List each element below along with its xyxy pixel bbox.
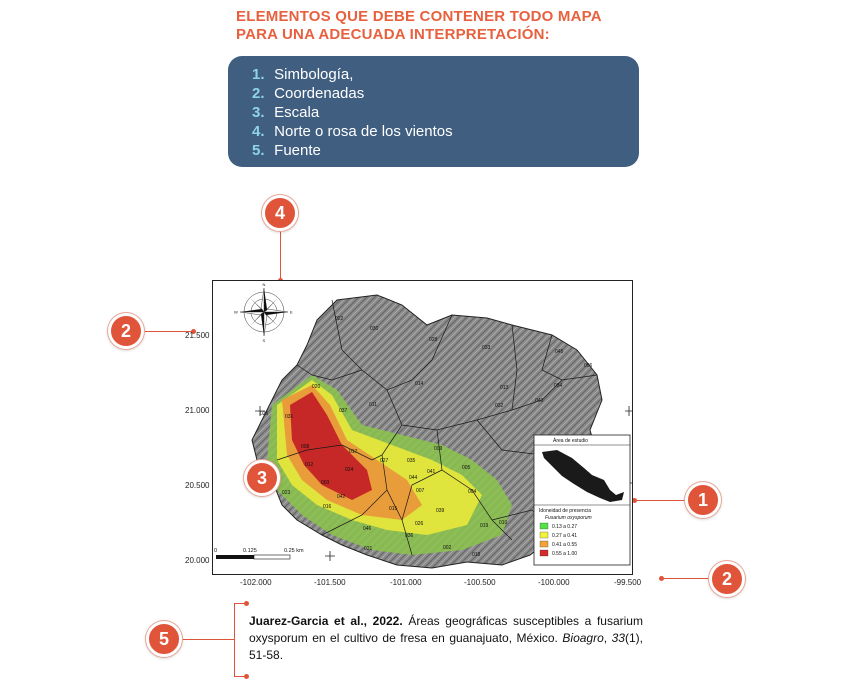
symbology-connector-line xyxy=(634,500,686,501)
y-tick-label: 21.500 xyxy=(185,331,210,340)
svg-text:S: S xyxy=(262,338,266,343)
svg-text:W: W xyxy=(234,309,238,315)
x-tick-label: -100.500 xyxy=(464,578,496,587)
svg-text:014: 014 xyxy=(415,381,424,387)
list-item: 5. Fuente xyxy=(252,142,321,159)
svg-text:0.25 km: 0.25 km xyxy=(284,548,304,554)
callout-coordinates-y: 2 xyxy=(108,313,144,349)
north-connector-line xyxy=(280,231,281,281)
y-tick-label: 20.000 xyxy=(185,556,210,565)
inset-title: Área de estudio xyxy=(553,438,589,444)
source-bracket-dot-top xyxy=(244,601,249,606)
svg-text:0.27 a 0.41: 0.27 a 0.41 xyxy=(552,533,578,539)
callout-symbology: 1 xyxy=(685,482,721,518)
x-tick-label: -100.000 xyxy=(538,578,570,587)
legend-box xyxy=(534,435,630,565)
svg-text:004: 004 xyxy=(468,489,477,495)
citation-journal: Bioagro xyxy=(562,631,604,645)
svg-text:044: 044 xyxy=(409,475,418,481)
svg-text:028: 028 xyxy=(429,337,438,343)
svg-text:021: 021 xyxy=(364,546,373,552)
svg-text:N: N xyxy=(262,282,266,287)
y-tick-label: 20.500 xyxy=(185,481,210,490)
svg-text:036: 036 xyxy=(405,533,414,539)
citation-body: Áreas geográficas susceptibles a fusarium oxysporum en el cultivo de fresa en guanajuato, México. xyxy=(249,614,643,645)
svg-text:016: 016 xyxy=(323,504,332,510)
title-line-2: PARA UNA ADECUADA INTERPRETACIÓN: xyxy=(236,26,550,43)
legend-title: Idoneidad de presencia xyxy=(539,508,591,514)
svg-text:045: 045 xyxy=(555,349,564,355)
legend-swatch xyxy=(540,532,548,538)
callout-source: 5 xyxy=(146,621,182,657)
source-bracket-vertical xyxy=(234,603,235,676)
svg-text:008: 008 xyxy=(301,444,310,450)
callout-coordinates-x: 2 xyxy=(709,561,745,597)
svg-text:0.55 a 1.00: 0.55 a 1.00 xyxy=(552,551,578,557)
svg-text:018: 018 xyxy=(472,552,481,558)
elements-list xyxy=(228,56,639,160)
svg-text:013: 013 xyxy=(500,385,509,391)
svg-text:015: 015 xyxy=(389,506,398,512)
callout-north: 4 xyxy=(262,195,298,231)
svg-text:030: 030 xyxy=(370,326,379,332)
svg-text:023: 023 xyxy=(282,490,291,496)
title-line-1: ELEMENTOS QUE DEBE CONTENER TODO MAPA xyxy=(236,8,602,25)
lon-connector-line xyxy=(661,578,709,579)
callout-scale: 3 xyxy=(244,460,280,496)
list-item: 2. Coordenadas xyxy=(252,85,365,102)
svg-text:037: 037 xyxy=(339,408,348,414)
svg-text:007: 007 xyxy=(416,488,425,494)
svg-text:0.13 a 0.27: 0.13 a 0.27 xyxy=(552,524,578,530)
x-tick-label: -99.500 xyxy=(614,578,642,587)
page-title xyxy=(236,8,602,44)
svg-text:012: 012 xyxy=(305,462,314,468)
svg-text:019: 019 xyxy=(480,523,489,529)
svg-text:024: 024 xyxy=(345,467,354,473)
y-tick-label: 21.000 xyxy=(185,406,210,415)
list-item: 1. Simbología, xyxy=(252,66,354,83)
svg-text:005: 005 xyxy=(462,465,471,471)
x-tick-label: -101.500 xyxy=(314,578,346,587)
source-bracket-dot-bottom xyxy=(244,674,249,679)
svg-text:0.41 a 0.55: 0.41 a 0.55 xyxy=(552,542,578,548)
svg-text:025: 025 xyxy=(260,411,269,417)
svg-text:0.125: 0.125 xyxy=(243,548,257,554)
lon-connector-dot xyxy=(659,576,664,581)
citation-pages: (1), 51-58. xyxy=(249,631,643,662)
citation-volume: 33 xyxy=(611,631,625,645)
svg-text:033: 033 xyxy=(482,345,491,351)
list-item: 3. Escala xyxy=(252,104,320,121)
svg-text:034: 034 xyxy=(554,383,563,389)
svg-text:035: 035 xyxy=(407,458,416,464)
legend-species: Fusarium oxysporum xyxy=(545,515,592,521)
source-connector-line xyxy=(182,639,234,640)
svg-text:039: 039 xyxy=(436,508,445,514)
svg-text:003: 003 xyxy=(321,480,330,486)
x-tick-label: -101.000 xyxy=(390,578,422,587)
svg-text:041: 041 xyxy=(427,469,436,475)
svg-text:006: 006 xyxy=(584,363,593,369)
svg-text:027: 027 xyxy=(380,458,389,464)
svg-text:040: 040 xyxy=(535,398,544,404)
svg-text:042: 042 xyxy=(337,494,346,500)
svg-text:017: 017 xyxy=(349,449,358,455)
map-figure xyxy=(212,280,633,580)
svg-text:046: 046 xyxy=(363,526,372,532)
svg-text:002: 002 xyxy=(443,545,452,551)
svg-text:009: 009 xyxy=(434,446,443,452)
legend-swatch xyxy=(540,550,548,556)
svg-text:020: 020 xyxy=(312,384,321,390)
legend-swatch xyxy=(540,541,548,547)
list-item: 4. Norte o rosa de los vientos xyxy=(252,123,453,140)
svg-text:022: 022 xyxy=(335,316,344,322)
svg-text:026: 026 xyxy=(415,521,424,527)
svg-text:010: 010 xyxy=(499,520,508,526)
legend-swatch xyxy=(540,523,548,529)
source-citation: Juarez-Garcia et al., 2022. Áreas geográficas susceptibles a fusarium oxysporum en el cultivo de fresa en guanajuato, México. Bioagro, 33(1), 51-58. xyxy=(249,614,643,662)
svg-text:011: 011 xyxy=(369,402,377,408)
svg-text:032: 032 xyxy=(495,403,504,409)
svg-text:E: E xyxy=(290,309,293,315)
x-tick-label: -102.000 xyxy=(240,578,272,587)
elements-list-box xyxy=(228,56,639,167)
svg-text:0: 0 xyxy=(214,548,218,554)
citation-authors: Juarez-Garcia et al., 2022. xyxy=(249,614,403,628)
svg-text:031: 031 xyxy=(285,414,294,420)
